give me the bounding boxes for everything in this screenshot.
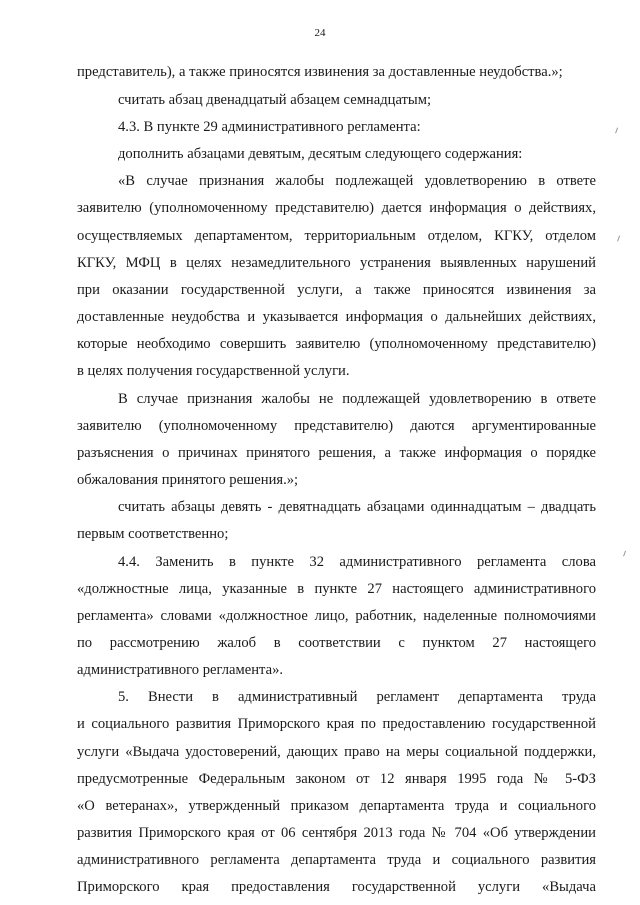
text-line: при оказании государственной услуги, а также приносятся извинения за	[77, 282, 596, 298]
scan-mark	[617, 235, 623, 242]
text-line: «В случае признания жалобы подлежащей удовлетворению в ответе	[118, 173, 596, 189]
text-line: услуги «Выдача удостоверений, дающих право на меры социальной поддержки,	[77, 744, 596, 760]
text-line: считать абзац двенадцатый абзацем семнадцатым;	[118, 92, 432, 108]
text-line: заявителю (уполномоченному представителю) даются аргументированные	[77, 418, 596, 434]
text-line: КГКУ, МФЦ в целях незамедлительного устранения выявленных нарушений	[77, 255, 596, 271]
text-line: считать абзацы девять - девятнадцать абзацами одиннадцатым – двадцать	[118, 499, 596, 515]
text-line: административного регламента департамента труда и социального развития	[77, 852, 596, 868]
text-line: В случае признания жалобы не подлежащей удовлетворению в ответе	[118, 391, 596, 407]
text-line: «должностные лица, указанные в пункте 27 настоящего административного	[77, 581, 596, 597]
text-line: Приморского края предоставления государственной услуги «Выдача	[77, 879, 596, 895]
text-line: развития Приморского края от 06 сентября 2013 года № 704 «Об утверждении	[77, 825, 596, 841]
text-line: обжалования принятого решения.»;	[77, 472, 299, 488]
text-line: дополнить абзацами девятым, десятым следующего содержания:	[118, 146, 523, 162]
text-line: в целях получения государственной услуги.	[77, 363, 350, 379]
text-line: и социального развития Приморского края по предоставлению государственной	[77, 716, 596, 732]
text-line: по рассмотрению жалоб в соответствии с пунктом 27 настоящего	[77, 635, 596, 651]
page-number: 24	[314, 27, 326, 39]
text-line: осуществляемых департаментом, территориальным отделом, КГКУ, отделом	[77, 228, 596, 244]
text-line: административного регламента».	[77, 662, 284, 678]
text-line: регламента» словами «должностное лицо, работник, наделенные полномочиями	[77, 608, 596, 624]
text-line: 4.4. Заменить в пункте 32 административного регламента слова	[118, 554, 596, 570]
text-line: 5. Внести в административный регламент департамента труда	[118, 689, 596, 705]
text-line: «О ветеранах», утвержденный приказом департамента труда и социального	[77, 798, 596, 814]
text-line: доставленные неудобства и указывается информация о дальнейших действиях,	[77, 309, 596, 325]
text-line: предусмотренные Федеральным законом от 12 января 1995 года № 5-ФЗ	[77, 771, 596, 787]
scan-mark	[623, 550, 629, 557]
text-line: первым соответственно;	[77, 526, 229, 542]
text-line: представитель), а также приносятся извинения за доставленные неудобства.»;	[77, 64, 563, 80]
text-line: разъяснения о причинах принятого решения, а также информация о порядке	[77, 445, 596, 461]
text-line: заявителю (уполномоченному представителю) дается информация о действиях,	[77, 200, 596, 216]
scan-mark	[615, 127, 621, 134]
text-line: которые необходимо совершить заявителю (уполномоченному представителю)	[77, 336, 596, 352]
text-line: 4.3. В пункте 29 административного регламента:	[118, 119, 421, 135]
